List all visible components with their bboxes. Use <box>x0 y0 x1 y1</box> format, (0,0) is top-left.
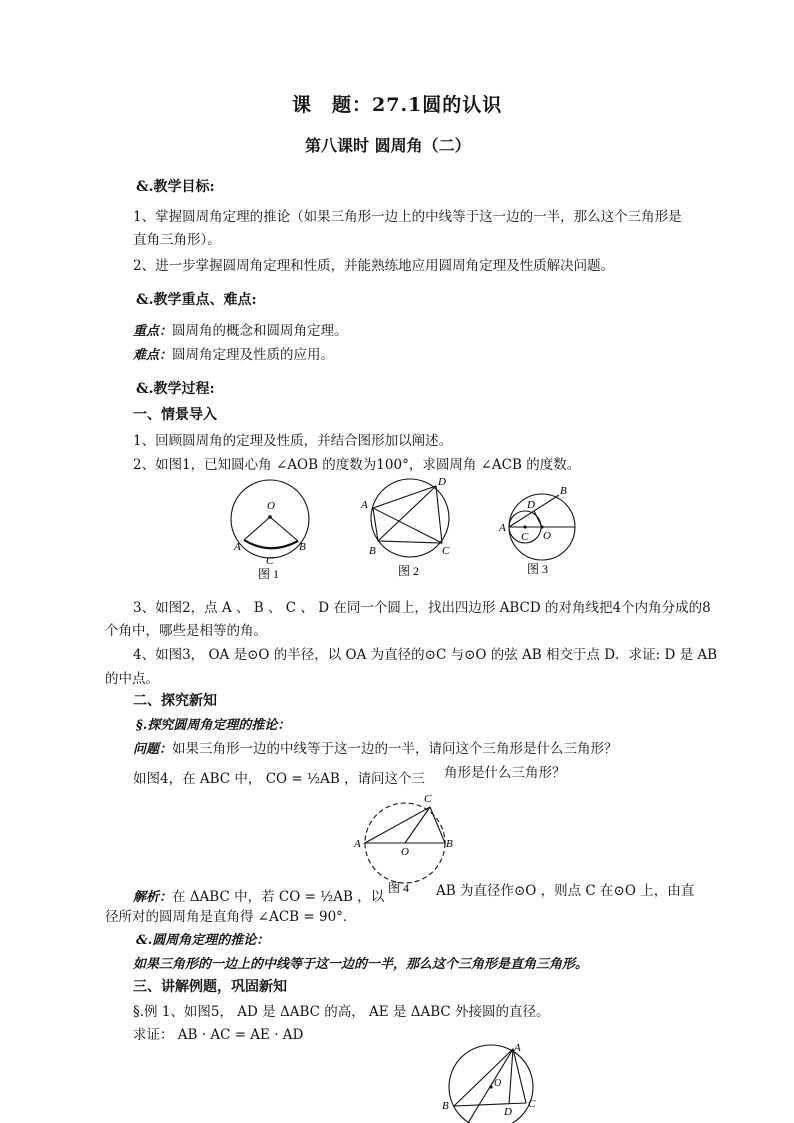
figure-3 <box>496 480 586 580</box>
fig5-label-d: D <box>504 1106 512 1118</box>
difficulty-text: 圆周角定理及性质的应用。 <box>172 347 335 363</box>
fig5-altitude-ad <box>509 1049 513 1104</box>
part1-item3-line-b: 个角中，哪些是相等的角。 <box>105 623 267 639</box>
corollary-text: 如果三角形的一边上的中线等于这一边的一半，那么这个三角形是直角三角形。 <box>133 957 589 972</box>
fig1-caption: 图 1 <box>258 567 280 581</box>
keypoint-text: 圆周角的概念和圆周角定理。 <box>172 323 348 339</box>
fig4-median-co <box>405 807 430 843</box>
part2-heading: 二、探究新知 <box>133 693 217 709</box>
part1-heading: 一、情景导入 <box>133 407 217 423</box>
analysis-text-c: 径所对的圆周角是直角得 ∠ACB = 90°． <box>105 909 357 925</box>
fig3-dot-c <box>523 525 526 528</box>
analysis-label: 解析： <box>133 890 173 905</box>
fig5-label-c: C <box>528 1098 536 1110</box>
question-text: 如果三角形一边的中线等于这一边的一半，请问这个三角形是什么三角形？ <box>172 741 618 757</box>
objective-2: 2、进一步掌握圆周角定理和性质，并能熟练地应用圆周角定理及性质解决问题。 <box>133 258 615 274</box>
fig3-dot-o <box>540 525 543 528</box>
fig3-label-d: D <box>527 499 535 511</box>
page-title: 课 题：27.1圆的认识 <box>292 94 503 116</box>
fig5-triangle-abc <box>454 1049 526 1106</box>
objective-1-line-b: 直角三角形）。 <box>133 232 221 248</box>
question-row <box>133 737 618 757</box>
fig2-circle <box>371 479 449 557</box>
fig4-label-b: B <box>446 838 453 850</box>
keypoint-row <box>133 319 348 339</box>
fig1-radius-oa <box>244 517 270 540</box>
part1-item2: 2、如图1，已知圆心角 ∠AOB 的度数为100°，求圆周角 ∠ACB 的度数。 <box>133 457 581 473</box>
fig2-label-d: D <box>438 476 446 488</box>
fig2-label-a: A <box>361 499 368 511</box>
fig4-label-o: O <box>401 846 409 858</box>
fig3-segment-od <box>534 511 542 527</box>
prove-statement: 求证： AB · AC = AE · AD <box>133 1027 304 1043</box>
fig2-label-b: B <box>369 545 376 557</box>
fig4-intro-continued: 角形是什么三角形？ <box>444 765 566 781</box>
fig1-label-b: B <box>299 541 306 553</box>
fig1-circle <box>231 480 309 558</box>
fig3-label-b: B <box>560 485 567 497</box>
process-heading: &.教学过程: <box>136 381 215 397</box>
figure-5 <box>438 1037 548 1123</box>
fig5-label-a: A <box>514 1042 521 1054</box>
fig4-triangle-abc <box>365 807 445 843</box>
question-label: 问题： <box>133 742 173 757</box>
fig1-center-dot <box>268 515 272 519</box>
fig5-label-b: B <box>442 1100 449 1112</box>
fig1-arc-acb <box>244 540 298 548</box>
keypoints-heading: &.教学重点、难点: <box>136 292 257 308</box>
fig2-diagonal-bd <box>378 486 436 541</box>
fig2-label-c: C <box>442 545 450 557</box>
part1-item3-line-a: 3、如图2，点 A 、 B 、 C 、 D 在同一个圆上，找出四边形 ABCD 的对角线把4个内角分成的8 <box>133 600 711 616</box>
difficulty-row <box>133 343 334 363</box>
fig4-label-a: A <box>354 838 361 850</box>
part1-item4-line-b: 的中点。 <box>105 671 159 687</box>
fig3-label-c: C <box>521 531 529 543</box>
fig3-caption: 图 3 <box>527 562 549 576</box>
fig2-quadrilateral <box>373 486 442 543</box>
objectives-heading: &.教学目标: <box>136 179 215 195</box>
fig5-label-o: O <box>494 1078 502 1089</box>
part1-item4-line-a: 4、如图3， OA 是⊙O 的半径，以 OA 为直径的⊙C 与⊙O 的弦 AB 相交于点 D．求证: D 是 AB <box>133 647 718 663</box>
fig1-radius-ob <box>270 517 298 541</box>
example-1: §.例 1、如图5， AD 是 ΔABC 的高， AE 是 ΔABC 外接圆的直径。 <box>133 1004 550 1020</box>
analysis-text-b: AB 为直径作⊙O ，则点 C 在⊙O 上，由直 <box>436 883 695 899</box>
explore-heading: §.探究圆周角定理的推论： <box>136 718 291 733</box>
analysis-text-a: 在 ΔABC 中，若 CO = ½AB ，以 <box>172 889 385 905</box>
fig1-label-o: O <box>267 500 275 512</box>
fig1-label-a: A <box>234 541 241 553</box>
lesson-subtitle: 第八课时 圆周角（二） <box>305 136 471 155</box>
fig2-caption: 图 2 <box>398 564 420 578</box>
fig1-label-c: C <box>266 555 274 567</box>
fig5-circle <box>449 1045 533 1123</box>
difficulty-label: 难点： <box>133 348 173 363</box>
part1-item1: 1、回顾圆周角的定理及性质，并结合图形加以阐述。 <box>133 433 453 449</box>
fig4-caption: 图 4 <box>388 881 410 895</box>
figure-2 <box>358 470 458 580</box>
fig4-intro: 如图4，在 ABC 中， CO = ½AB ，请问这个三 <box>133 771 426 787</box>
corollary-heading: &.圆周角定理的推论： <box>136 933 270 948</box>
fig3-label-o: O <box>543 530 551 542</box>
keypoint-label: 重点： <box>133 324 173 339</box>
part3-heading: 三、讲解例题，巩固新知 <box>133 979 287 995</box>
fig3-label-a: A <box>499 522 506 534</box>
fig4-label-c: C <box>424 793 432 805</box>
analysis-row <box>133 885 384 905</box>
fig5-center-dot <box>489 1085 492 1088</box>
objective-1-line-a: 1、掌握圆周角定理的推论（如果三角形一边上的中线等于这一边的一半，那么这个三角形是 <box>133 209 682 225</box>
figure-1 <box>228 472 318 582</box>
